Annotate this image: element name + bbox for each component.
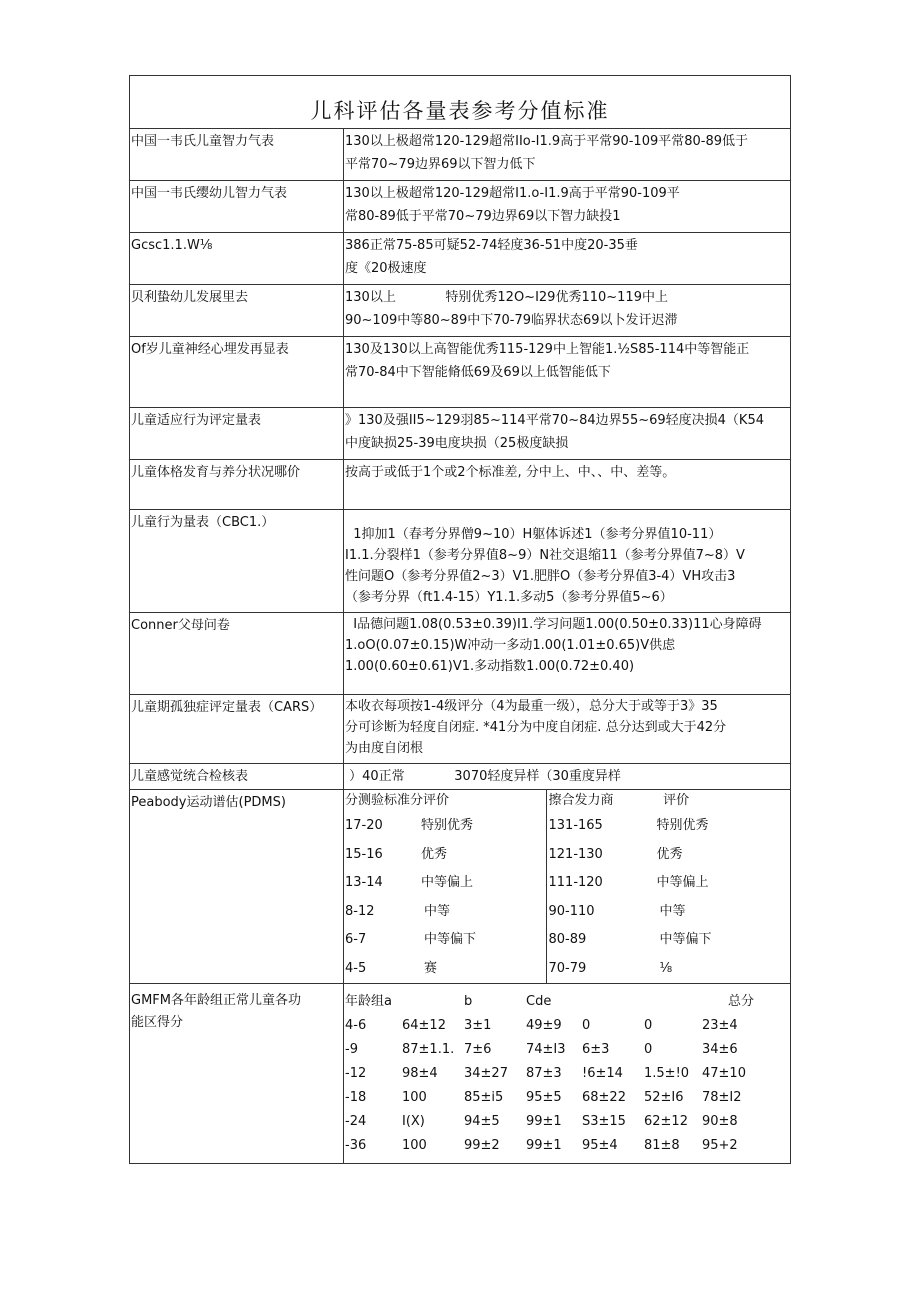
document-page (129, 75, 790, 1164)
gmfm-cell: 0 (582, 1018, 591, 1033)
gmfm-cell: S3±15 (582, 1114, 626, 1129)
gmfm-cell: 49±9 (526, 1018, 562, 1033)
scale-criteria (344, 181, 791, 233)
gmfm-cell: 99±2 (464, 1138, 500, 1153)
pdms-left-row (345, 841, 546, 870)
scale-criteria (344, 510, 791, 613)
gmfm-cell: 78±I2 (702, 1090, 742, 1105)
gmfm-header-row (345, 990, 790, 1014)
gmfm-cell: -9 (345, 1042, 358, 1057)
scale-name: 儿童感觉统合检核表 (130, 764, 344, 790)
gmfm-row (130, 984, 791, 1164)
criteria-line: 按高于或低于1个或2个标准差, 分中上、中、、中、差等。 (345, 465, 676, 480)
gmfm-cell: 90±8 (702, 1114, 738, 1129)
pdms-score: 131-165 (548, 818, 603, 833)
gmfm-header-cell (644, 990, 700, 1014)
gmfm-cell: 68±22 (582, 1090, 626, 1105)
scale-row (130, 764, 791, 790)
gmfm-label-line1: GMFM各年龄组正常儿童各功 (131, 993, 301, 1008)
gmfm-cell: 7±6 (464, 1042, 492, 1057)
criteria-line: 1.oO(0.07±0.15)W冲动一多动1.00(1.01±0.65)V供虑 (345, 638, 676, 653)
gmfm-cell: 4-6 (345, 1018, 367, 1033)
gmfm-cell: 81±8 (644, 1138, 680, 1153)
criteria-line: 常70-84中下智能脩低69及69以上低智能低下 (345, 365, 611, 380)
pdms-rating: 优秀 (421, 846, 448, 862)
gmfm-header-cell: b (464, 994, 473, 1009)
pdms-rating: ⅛ (659, 960, 673, 976)
gmfm-cell: 34±6 (702, 1042, 738, 1057)
gmfm-label-line2: 能区得分 (131, 1015, 184, 1030)
gmfm-header-cell: 年龄组a (345, 994, 392, 1009)
pdms-rating: 优秀 (656, 846, 683, 862)
scale-name: Conner父母问卷 (130, 613, 344, 695)
gmfm-cell: -24 (345, 1114, 367, 1129)
pdms-score: 15-16 (345, 846, 383, 862)
pdms-right (546, 790, 791, 983)
pdms-score: 121-130 (548, 846, 603, 862)
gmfm-cell: 47±10 (702, 1066, 746, 1081)
scale-name: Of岁儿童神经心埋发再显表 (130, 337, 344, 408)
gmfm-cell: !6±14 (582, 1066, 623, 1081)
scale-name: 儿童体格发育与养分状况哪价 (130, 460, 344, 510)
pdms-score: 90-110 (548, 903, 595, 919)
gmfm-table (345, 990, 790, 1158)
pdms-rating: 中等偏下 (424, 932, 477, 947)
gmfm-cell: 87±1.1. (402, 1042, 455, 1057)
gmfm-cell: 0 (644, 1018, 653, 1033)
scale-criteria (344, 129, 791, 181)
pdms-tables (344, 790, 791, 984)
criteria-line: 度《20极速度 (345, 261, 427, 276)
text-rows (130, 129, 791, 790)
gmfm-cell: 74±I3 (526, 1042, 566, 1057)
criteria-line: （参考分界（ft1.4-15）Y1.1.多动5（参考分界值5~6） (345, 590, 673, 605)
gmfm-cell: 52±I6 (644, 1090, 684, 1105)
pdms-rating: 中等偏上 (656, 875, 709, 890)
scale-criteria (344, 460, 791, 510)
gmfm-row (345, 1014, 790, 1038)
scale-criteria (344, 408, 791, 460)
gmfm-cell: -12 (345, 1066, 367, 1081)
gmfm-header-cell (402, 990, 464, 1014)
gmfm-cell: 64±12 (402, 1018, 446, 1033)
pdms-rating: 中等 (659, 903, 686, 919)
pdms-left-row (345, 955, 546, 984)
criteria-line: ）40正常 3070轻度异样（30重度异样 (345, 769, 621, 784)
scale-row (130, 233, 791, 285)
gmfm-cell: 3±1 (464, 1018, 492, 1033)
gmfm-cell: 87±3 (526, 1066, 562, 1081)
gmfm-label (130, 984, 344, 1164)
pdms-left (344, 790, 546, 983)
gmfm-cell: I(X) (402, 1114, 425, 1129)
scale-row (130, 129, 791, 181)
criteria-line: 本收衣每项按1-4级评分（4为最重一级），总分大于或等于3》35 (345, 699, 718, 714)
page-title: 儿科评估各量表参考分值标准 (130, 76, 791, 129)
pdms-rating: 中等偏上 (421, 875, 474, 890)
scale-name: 儿童适应行为评定量表 (130, 408, 344, 460)
pdms-score: 111-120 (548, 875, 603, 890)
gmfm-cell: 6±3 (582, 1042, 610, 1057)
pdms-rating: 赛 (424, 960, 438, 976)
gmfm-cell: 94±5 (464, 1114, 500, 1129)
scale-row (130, 460, 791, 510)
gmfm-row (345, 1134, 790, 1158)
criteria-line: 中度缺损25-39电度块损（25极度缺损 (345, 436, 569, 451)
pdms-left-header: 分测验标准分评价 (345, 793, 450, 808)
criteria-line: 为由度自闭根 (345, 741, 424, 756)
scale-criteria (344, 613, 791, 695)
scale-criteria (344, 285, 791, 337)
score-reference-table (129, 75, 791, 1164)
criteria-line: 386正常75-85可疑52-74轻度36-51中度20-35垂 (345, 238, 638, 253)
gmfm-row (345, 1038, 790, 1062)
gmfm-cell: 99±1 (526, 1138, 562, 1153)
gmfm-header-cell: Cde (526, 994, 552, 1009)
criteria-line: 130及130以上高智能优秀115-129中上智能1.½S85-114中等智能正 (345, 342, 750, 357)
gmfm-row (345, 1110, 790, 1134)
pdms-row (130, 790, 791, 984)
scale-row (130, 285, 791, 337)
criteria-line: 》130及强II5~129羽85~114平常70~84边界55~69轻度决损4（K54 (345, 413, 764, 428)
criteria-line: 130以上极超常120-129超常IIo-I1.9高于平常90-109平常80-89低于 (345, 134, 749, 149)
pdms-rating: 中等偏下 (659, 932, 712, 947)
pdms-left-row (345, 812, 546, 841)
gmfm-cell: -36 (345, 1138, 367, 1153)
scale-criteria (344, 764, 791, 790)
gmfm-cell: 95+2 (702, 1138, 738, 1153)
gmfm-scores (344, 984, 791, 1164)
pdms-left-row (345, 869, 546, 898)
pdms-left-row (345, 898, 546, 927)
pdms-score: 4-5 (345, 960, 367, 976)
gmfm-header-cell (582, 990, 644, 1014)
pdms-right-row (549, 926, 791, 955)
gmfm-header-cell: 总分 (728, 994, 755, 1009)
scale-name: 中国一韦氏缨幼儿智力气表 (130, 181, 344, 233)
gmfm-cell: 85±i5 (464, 1090, 504, 1105)
criteria-line: 130以上 特别优秀12O~I29优秀110~119中上 (345, 290, 668, 305)
scale-name: 儿童期孤独症评定量表（CARS） (130, 695, 344, 764)
pdms-score: 17-20 (345, 818, 383, 833)
pdms-right-row (549, 869, 791, 898)
criteria-line: I1.1.分裂样1（参考分界值8~9）N社交退缩11（参考分界值7~8）V (345, 548, 745, 563)
gmfm-cell: 0 (644, 1042, 653, 1057)
scale-row (130, 695, 791, 764)
scale-name: 中国一韦氏儿童智力气表 (130, 129, 344, 181)
gmfm-cell: 95±5 (526, 1090, 562, 1105)
criteria-line: 1抑加1（春考分界僧9~10）H躯体诉述1（参考分界值10-11） (345, 527, 722, 542)
scale-criteria (344, 337, 791, 408)
gmfm-cell: 98±4 (402, 1066, 438, 1081)
gmfm-cell: 100 (402, 1090, 427, 1105)
gmfm-cell: -18 (345, 1090, 367, 1105)
criteria-line: I品德问题1.08(0.53±0.39)I1.学习问题1.00(0.50±0.33)11心身障碍 (345, 617, 762, 632)
gmfm-cell: 1.5±!0 (644, 1066, 690, 1081)
gmfm-row (345, 1062, 790, 1086)
gmfm-cell: 62±12 (644, 1114, 688, 1129)
gmfm-cell: 23±4 (702, 1018, 738, 1033)
pdms-score: 70-79 (548, 960, 587, 976)
criteria-line: 平常70~79边界69以下智力低下 (345, 157, 536, 172)
criteria-line: 1.00(0.60±0.61)V1.多动指数1.00(0.72±0.40) (345, 659, 635, 674)
scale-name: 儿童行为量表（CBC1.） (130, 510, 344, 613)
pdms-right-row (549, 898, 791, 927)
gmfm-cell: 34±27 (464, 1066, 508, 1081)
pdms-rating: 特别优秀 (656, 818, 709, 833)
pdms-score: 6-7 (345, 932, 367, 947)
criteria-line: 130以上极超常120-129超常I1.o-I1.9高于平常90-109平 (345, 186, 680, 201)
pdms-rating: 中等 (424, 903, 451, 919)
pdms-right-row (549, 955, 791, 984)
criteria-line: 90~109中等80~89中下70-79临界状态69以卜发讦迟滞 (345, 313, 678, 328)
criteria-line: 分可诊断为轻度自闭症. *41分为中度自闭症. 总分达到或大于42分 (345, 720, 727, 735)
scale-row (130, 181, 791, 233)
scale-row (130, 510, 791, 613)
gmfm-cell: 100 (402, 1138, 427, 1153)
pdms-score: 13-14 (345, 875, 383, 890)
gmfm-cell: 95±4 (582, 1138, 618, 1153)
scale-name: 贝利蛰幼儿发展里去 (130, 285, 344, 337)
pdms-score: 8-12 (345, 903, 375, 919)
scale-criteria (344, 695, 791, 764)
gmfm-cell: 99±1 (526, 1114, 562, 1129)
pdms-score: 80-89 (548, 932, 587, 947)
criteria-line: 性问题O（参考分界值2~3）V1.肥胖O（参考分界值3-4）VH攻击3 (345, 569, 736, 584)
scale-name: Gcsc1.1.W⅛ (130, 233, 344, 285)
pdms-right-row (549, 841, 791, 870)
pdms-left-row (345, 926, 546, 955)
pdms-right-row (549, 812, 791, 841)
gmfm-row (345, 1086, 790, 1110)
pdms-label: Peabody运动谱估(PDMS) (130, 790, 344, 984)
pdms-right-header: 擦合发力商 评价 (548, 793, 690, 808)
scale-row (130, 337, 791, 408)
scale-row (130, 613, 791, 695)
scale-criteria (344, 233, 791, 285)
criteria-line: 常80-89低于平常70~79边界69以下智力缺投1 (345, 209, 621, 224)
scale-row (130, 408, 791, 460)
pdms-rating: 特别优秀 (421, 818, 474, 833)
